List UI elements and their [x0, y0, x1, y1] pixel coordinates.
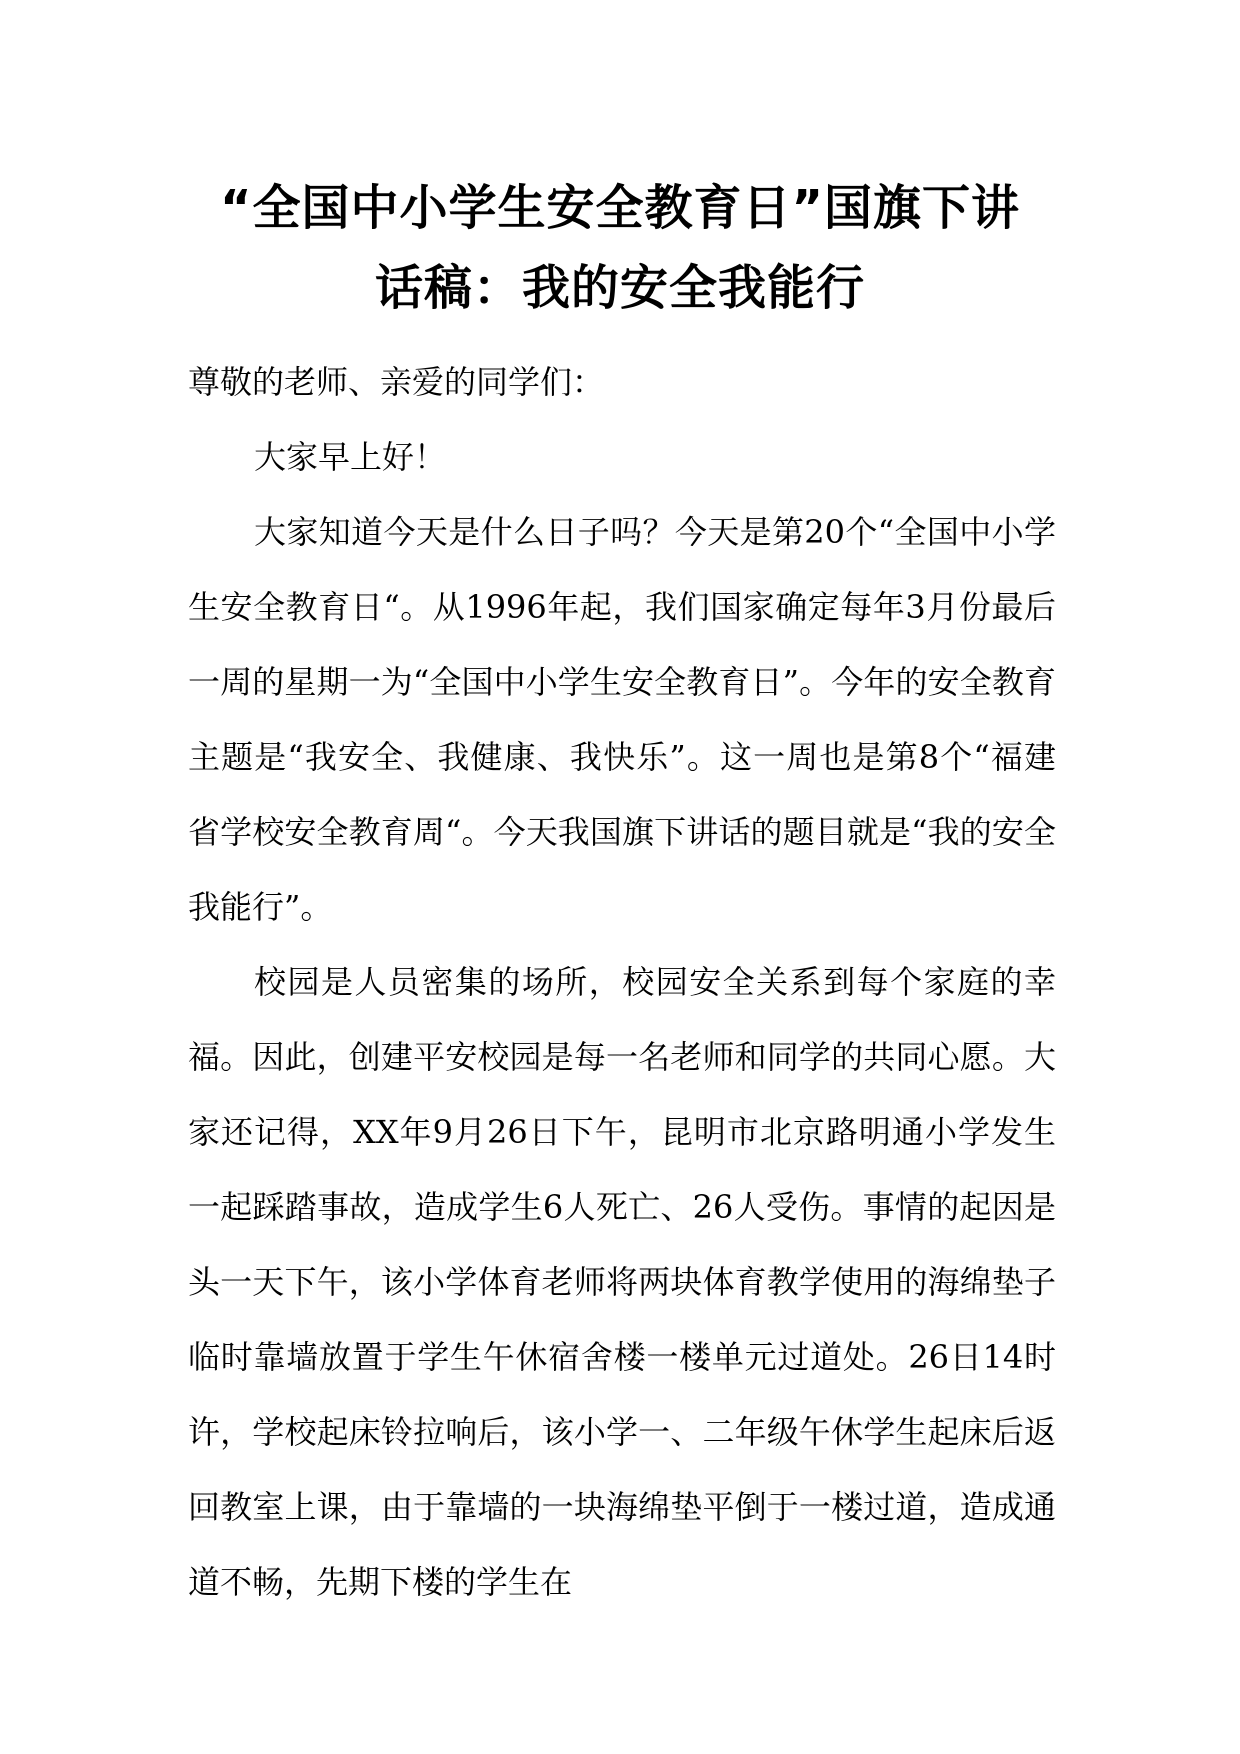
paragraph-greeting: 大家早上好！ [254, 438, 447, 476]
paragraph-campus-safety: 校园是人员密集的场所，校园安全关系到每个家庭的幸福。因此，创建平安校园是每一名老师和同学的共同心愿。大家还记得，XX年9月26日下午，昆明市北京路明通小学发生一起踩踏事故，造成学生6人死亡、26人受伤。事情的起因是头一天下午，该小学体育老师将两块体育教学使用的海绵垫子临时靠墙放置于学生午休宿舍楼一楼单元过道处。26日14时许，学校起床铃拉响后，该小学一、二年级午休学生起床后返回教室上课，由于靠墙的一块海绵垫平倒于一楼过道，造成通道不畅，先期下楼的学生在 [188, 963, 1056, 1601]
title-line-1: “全国中小学生安全教育日”国旗下讲 [219, 180, 1021, 236]
salutation: 尊敬的老师、亲爱的同学们： [188, 363, 605, 401]
title-line-2: 话稿：我的安全我能行 [374, 260, 865, 316]
document-body [188, 345, 1056, 1620]
paragraph-safety-day: 大家知道今天是什么日子吗？今天是第20个“全国中小学生安全教育日“。从1996年起，我们国家确定每年3月份最后一周的星期一为“全国中小学生安全教育日”。今年的安全教育主题是“我安全、我健康、我快乐”。这一周也是第8个“福建省学校安全教育周“。今天我国旗下讲话的题目就是“我的安全我能行”。 [188, 513, 1056, 926]
document-title [150, 168, 1090, 328]
